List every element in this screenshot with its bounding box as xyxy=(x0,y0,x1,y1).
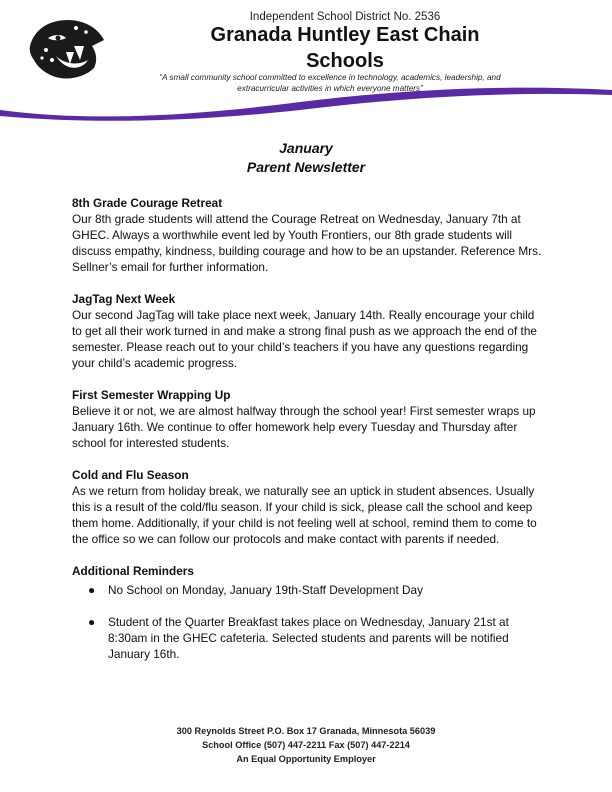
reminder-text: Student of the Quarter Breakfast takes place on Wednesday, January 21st at 8:30am in the GHEC cafeteria. Selected students and parents will be notified January 16th. xyxy=(108,615,509,661)
section-heading: Additional Reminders xyxy=(72,564,194,578)
bullet-icon: ● xyxy=(88,583,96,597)
footer-address: 300 Reynolds Street P.O. Box 17 Granada, Minnesota 56039 xyxy=(176,726,436,736)
section-body: Believe it or not, we are almost halfway through the school year! First semester wraps up January 16th. We continue to offer homework help every Tuesday and Thursday after school for interested students. xyxy=(72,404,536,450)
section-courage-retreat xyxy=(72,195,544,275)
section-first-semester xyxy=(72,387,544,451)
section-heading: Cold and Flu Season xyxy=(72,468,189,482)
newsletter-month: January xyxy=(279,140,333,156)
newsletter-title: Parent Newsletter xyxy=(246,159,366,175)
list-item xyxy=(72,614,544,662)
section-heading: 8th Grade Courage Retreat xyxy=(72,196,223,210)
section-jagtag xyxy=(72,291,544,371)
footer xyxy=(100,724,512,766)
footer-phones: School Office (507) 447-2211 Fax (507) 447-2214 xyxy=(202,740,410,750)
school-name-line2: Schools xyxy=(306,50,384,72)
school-name-line1: Granada Huntley East Chain xyxy=(210,24,480,46)
section-body: Our 8th grade students will attend the Courage Retreat on Wednesday, January 7th at GHEC. Always a worthwhile event led by Youth Frontiers, our 8th grade students will discuss empathy, kindness, building courage and how to be an upstander. Reference Mrs. Sellner’s email for further information. xyxy=(72,212,542,274)
district-name: Independent School District No. 2536 xyxy=(249,11,441,23)
jaguar-logo-icon xyxy=(26,16,106,84)
section-body: Our second JagTag will take place next week, January 14th. Really encourage your child to get all their work turned in and make a strong final push as we approach the end of the semester. Please reach out to your child’s teachers if you have any questions regarding your child’s academic progress. xyxy=(72,308,537,370)
section-additional-reminders xyxy=(72,563,544,662)
section-body: As we return from holiday break, we naturally see an uptick in student absences. Usually this is a result of the cold/flu season. If your child is sick, please call the school and keep them home. Additionally, if your child is not feeling well at school, remind them to come to the office so we can follow our protocols and make contact with parents if needed. xyxy=(72,484,537,546)
list-item xyxy=(72,582,544,598)
section-heading: JagTag Next Week xyxy=(72,292,176,306)
bullet-icon: ● xyxy=(88,615,96,629)
header-swoosh-divider xyxy=(0,78,612,128)
reminders-list xyxy=(72,582,544,662)
section-heading: First Semester Wrapping Up xyxy=(72,388,231,402)
section-cold-flu xyxy=(72,467,544,547)
reminder-text: No School on Monday, January 19th-Staff Development Day xyxy=(108,583,423,597)
footer-eoe: An Equal Opportunity Employer xyxy=(236,754,376,764)
school-tagline: “A small community school committed to excellence in technology, academics, leadership, and extracurricular activities in which everyone matters” xyxy=(159,73,501,93)
newsletter-body xyxy=(72,195,544,678)
